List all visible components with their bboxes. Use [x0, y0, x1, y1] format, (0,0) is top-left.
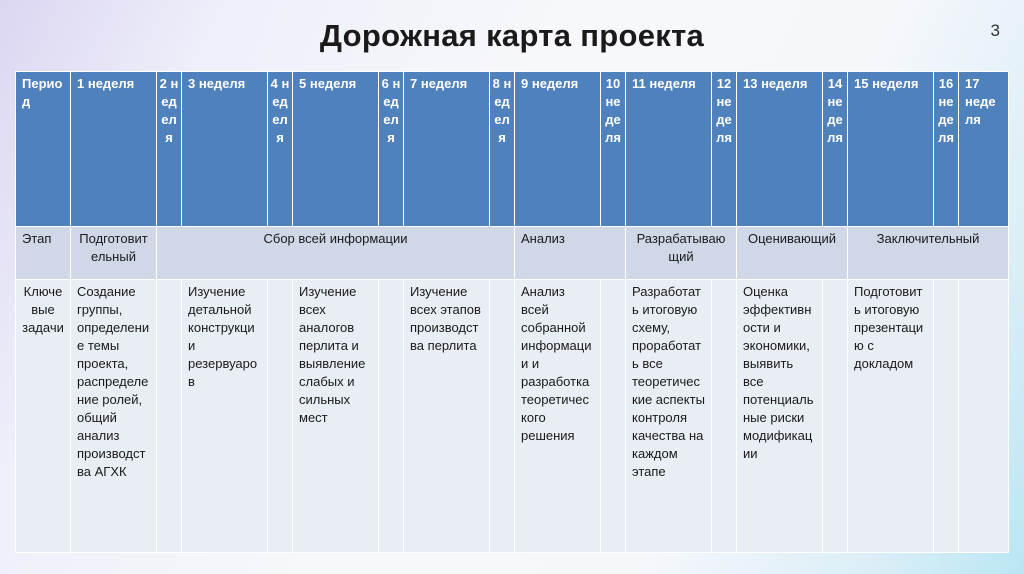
header-cell-week-7: 7 неделя [404, 72, 490, 227]
stage-evaluating: Оценивающий [737, 227, 848, 280]
header-cell-week-8: 8 неделя [490, 72, 515, 227]
tasks-row [16, 280, 1009, 553]
header-cell-week-15: 15 неделя [848, 72, 934, 227]
task-week-12 [712, 280, 737, 553]
task-week-10 [601, 280, 626, 553]
task-week-5: Изучение всех аналогов перлита и выявление слабых и сильных мест [293, 280, 379, 553]
header-cell-week-13: 13 неделя [737, 72, 823, 227]
header-cell-week-5: 5 неделя [293, 72, 379, 227]
task-week-9: Анализ всей собранной информации и разработка теоретического решения [515, 280, 601, 553]
stage-label: Этап [16, 227, 71, 280]
stage-collection: Сбор всей информации [157, 227, 515, 280]
task-week-7: Изучение всех этапов производства перлита [404, 280, 490, 553]
header-cell-week-9: 9 неделя [515, 72, 601, 227]
stage-preparatory: Подготовительный [71, 227, 157, 280]
header-cell-week-10: 10 неделя [601, 72, 626, 227]
page-number: 3 [990, 21, 1000, 40]
header-cell-week-4: 4 неделя [268, 72, 293, 227]
task-week-17 [959, 280, 1009, 553]
header-cell-week-17: 17 неделя [959, 72, 1009, 227]
task-week-13: Оценка эффективности и экономики, выявить все потенциальные риски модификации [737, 280, 823, 553]
task-week-3: Изучение детальной конструкции резервуаров [182, 280, 268, 553]
tasks-label: Ключевые задачи [16, 280, 71, 553]
task-week-1: Создание группы, определение темы проекта, распределение ролей, общий анализ производства АГХК [71, 280, 157, 553]
stage-analysis: Анализ [515, 227, 626, 280]
stage-row [16, 227, 1009, 280]
stage-developing: Разрабатывающий [626, 227, 737, 280]
task-week-4 [268, 280, 293, 553]
stage-final: Заключительный [848, 227, 1009, 280]
task-week-8 [490, 280, 515, 553]
header-cell-week-3: 3 неделя [182, 72, 268, 227]
slide-title: Дорожная карта проекта [319, 18, 705, 53]
header-cell-week-14: 14 неделя [823, 72, 848, 227]
header-cell-week-11: 11 неделя [626, 72, 712, 227]
header-cell-week-1: 1 неделя [71, 72, 157, 227]
task-week-15: Подготовить итоговую презентацию с докладом [848, 280, 934, 553]
header-cell-week-6: 6 неделя [379, 72, 404, 227]
header-cell-week-12: 12 неделя [712, 72, 737, 227]
roadmap-table [15, 71, 1009, 553]
task-week-2 [157, 280, 182, 553]
task-week-11: Разработать итоговую схему, проработать все теоретические аспекты контроля качества на каждом этапе [626, 280, 712, 553]
header-cell-week-16: 16 неделя [934, 72, 959, 227]
header-cell-week-2: 2 неделя [157, 72, 182, 227]
task-week-6 [379, 280, 404, 553]
header-row [16, 72, 1009, 227]
task-week-16 [934, 280, 959, 553]
task-week-14 [823, 280, 848, 553]
header-cell-period: Период [16, 72, 71, 227]
